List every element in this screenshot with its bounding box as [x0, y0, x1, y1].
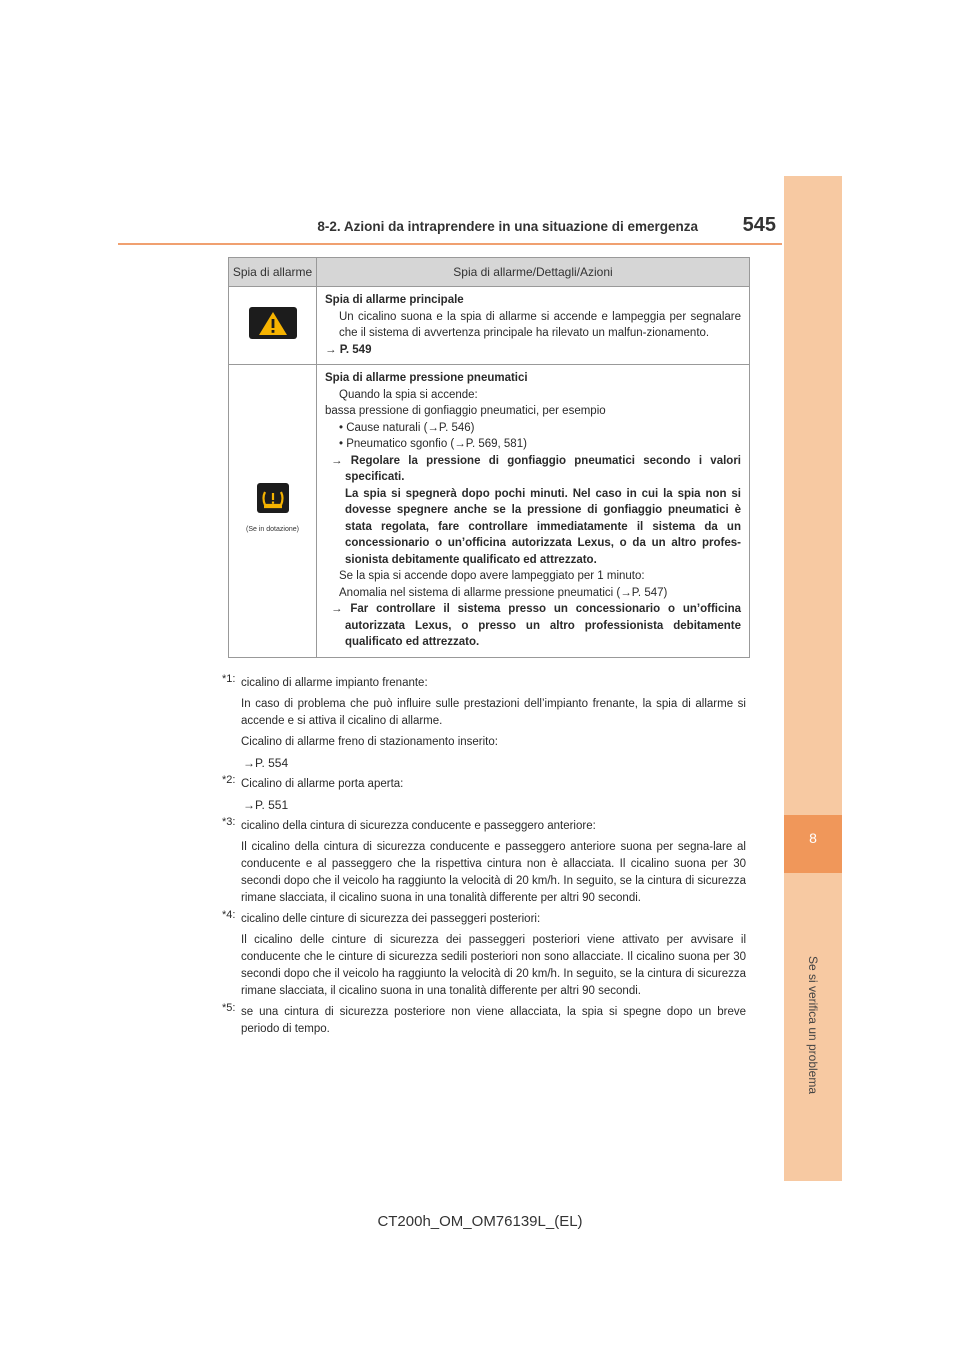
footnote-text: Il cicalino delle cinture di sicurezza dei passeggeri posteriori viene attivato per avvisare il conducente che le cinture di sicurezza sedili posteriori non sono allacciate. Il cicalino suona per 30 secondi dopo che il veicolo ha raggiunto la velocità di 20 km/h. In seguito, se la cintura di sicurezza rimane slacciata, il cicalino suona in una tonalità differente per altri 90 secondi. [241, 934, 746, 997]
bullet-item: • Cause naturali (→P. 546) [339, 421, 475, 434]
header-divider [118, 243, 782, 245]
icon-cell [229, 365, 317, 658]
page-reference: →P. 551 [243, 798, 289, 812]
chapter-number: 8 [809, 830, 817, 846]
footnote-mark: *3: [222, 816, 236, 828]
table-row [229, 365, 750, 658]
footnote-text: Cicalino di allarme porta aperta: [241, 778, 404, 790]
action-detail: La spia si spegnerà dopo pochi minuti. Nel caso in cui la spia non si dovesse spegnere anche se la pressione di gonfiaggio pneumatici è stata regolata, fare controllare immediatamente il sistema da un concessionario o un’officina autorizzata Lexus, o da un altro profes-sionista debitamente qualificato ed attrezzato. [345, 487, 741, 566]
details-cell [317, 287, 750, 365]
row-action: → P. 549 [325, 343, 372, 356]
footnote-text: In caso di problema che può influire sulle prestazioni dell’impianto frenante, la spia di allarme si accende e si attiva il cicalino di allarme. [241, 698, 746, 727]
row-description: Un cicalino suona e la spia di allarme si accende e lampeggia per segnalare che il sistema di avvertenza principale ha rilevato un malfun-zionamento. [339, 310, 741, 339]
footnote-mark: *2: [222, 774, 236, 786]
table-row [229, 287, 750, 365]
footnote-text: se una cintura di sicurezza posteriore non viene allacciata, la spia si spegne dopo un breve periodo di tempo. [241, 1006, 746, 1035]
footnote-text: cicalino della cintura di sicurezza conducente e passeggero anteriore: [241, 820, 596, 832]
row-title: Spia di allarme principale [325, 294, 464, 306]
footnote-mark: *4: [222, 909, 236, 921]
footnote-text: cicalino di allarme impianto frenante: [241, 677, 428, 689]
details-cell [317, 365, 750, 658]
condition-text: Quando la spia si accende: [339, 388, 478, 401]
bullet-item: • Pneumatico sgonfio (→P. 569, 581) [339, 438, 527, 450]
table-header-row [229, 258, 750, 287]
condition-text: Se la spia si accende dopo avere lampeggiato per 1 minuto: [339, 570, 645, 582]
footnote-text: cicalino delle cinture di sicurezza dei passeggeri posteriori: [241, 913, 541, 925]
footnote-text: Il cicalino della cintura di sicurezza conducente e passeggero anteriore suona per segna-lare al conducente e al passeggero che la rispettiva cintura non è allacciata. Il cicalino suona per 30 secondi dopo che il veicolo ha raggiunto la velocità di 20 km/h. In seguito, se la cintura di sicurezza rimane slacciata, il cicalino suona in una tonalità differente per altri 90 secondi. [241, 841, 746, 904]
column-header-light: Spia di allarme [229, 258, 317, 287]
footnote-mark: *1: [222, 673, 236, 685]
footnote-text: Cicalino di allarme freno di stazionamento inserito: [241, 736, 498, 748]
footnote [222, 776, 746, 814]
condition-text: bassa pressione di gonfiaggio pneumatici, per esempio [325, 405, 606, 417]
footnotes [222, 675, 746, 1042]
optional-caption: (Se in dotazione) [246, 526, 299, 534]
row-title: Spia di allarme pressione pneumatici [325, 372, 528, 384]
footnote-mark: *5: [222, 1002, 236, 1014]
chapter-label: Se si verifica un problema [806, 955, 820, 1095]
footnote [222, 675, 746, 772]
footnote [222, 911, 746, 1000]
footnote [222, 818, 746, 907]
action-text: → Far controllare il sistema presso un concessionario o un’officina autorizzata Lexus, o presso un altro professionista debitamente qualificato ed attrezzato. [331, 603, 741, 648]
section-title: 8-2. Azioni da intraprendere in una situazione di emergenza [317, 219, 698, 234]
footnote [222, 1004, 746, 1038]
condition-text: Anomalia nel sistema di allarme pressione pneumatici (→P. 547) [339, 586, 668, 599]
document-code: CT200h_OM_OM76139L_(EL) [377, 1213, 583, 1230]
master-warning-triangle-icon [249, 307, 297, 339]
action-text: → Regolare la pressione di gonfiaggio pneumatici secondo i valori specificati. [331, 454, 741, 483]
icon-cell [229, 287, 317, 365]
warning-light-table [228, 257, 750, 658]
tire-pressure-icon [257, 483, 289, 513]
page-number: 545 [742, 214, 776, 236]
page-reference: →P. 554 [243, 756, 289, 770]
column-header-details: Spia di allarme/Dettagli/Azioni [317, 258, 750, 287]
